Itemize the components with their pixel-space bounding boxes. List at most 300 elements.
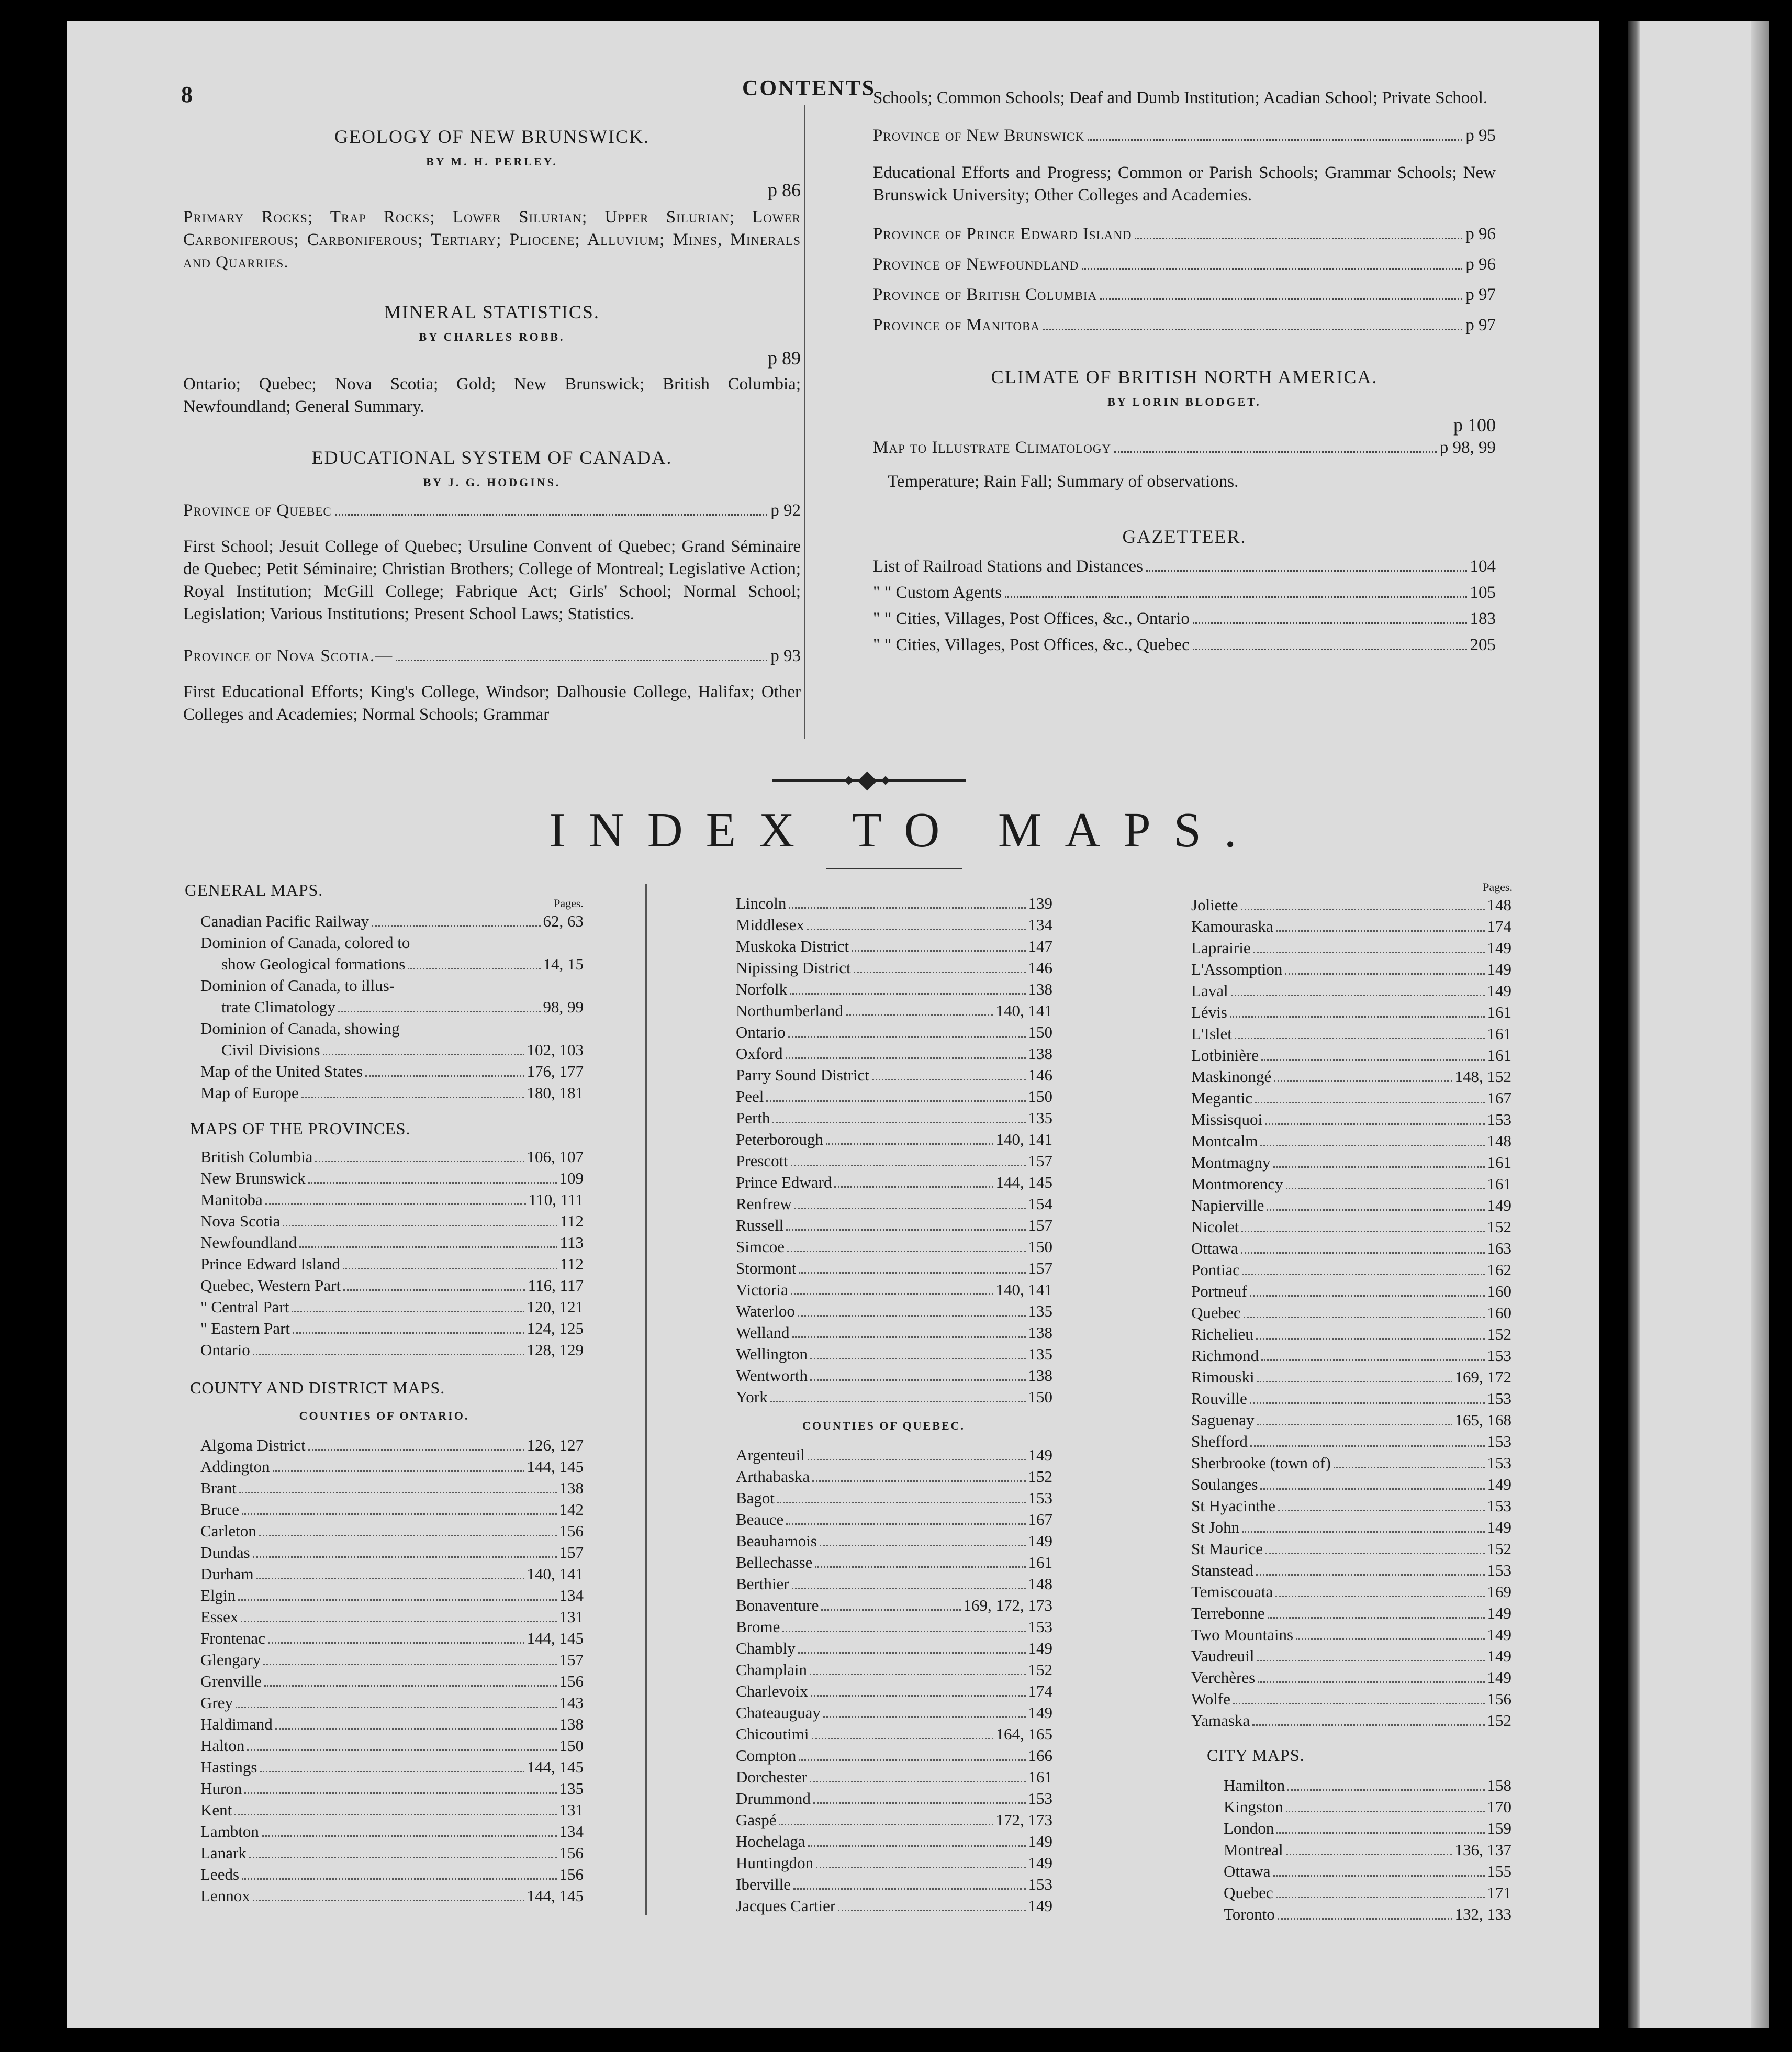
- entry-label: Richmond: [1191, 1346, 1259, 1365]
- entry-page: 147: [1028, 937, 1052, 955]
- index-entry: [736, 1343, 1052, 1365]
- dot-leader: [273, 1470, 524, 1472]
- entry-label: Canadian Pacific Railway: [200, 912, 369, 930]
- entry-label: Brant: [200, 1479, 237, 1497]
- index-entry: [1191, 1559, 1511, 1581]
- divider-diamond: [858, 772, 877, 791]
- dot-leader: [788, 1036, 1026, 1038]
- dot-leader: [301, 1097, 524, 1098]
- city-maps-heading: CITY MAPS.: [1207, 1746, 1305, 1765]
- entry-final-line: [200, 1082, 584, 1103]
- dot-leader: [812, 1738, 993, 1739]
- entry-page: 134: [559, 1586, 584, 1604]
- dot-leader: [786, 1229, 1025, 1231]
- dot-leader: [787, 1251, 1026, 1252]
- dot-leader: [247, 1749, 556, 1751]
- entry-label: Halton: [200, 1736, 245, 1755]
- entry-label: Wellington: [736, 1345, 808, 1363]
- entry-page: 180, 181: [527, 1084, 584, 1102]
- dot-leader: [1278, 1918, 1452, 1920]
- entry-page: 149: [1028, 1532, 1052, 1550]
- entry-label: Saguenay: [1191, 1411, 1255, 1429]
- entry-page: 142: [559, 1500, 584, 1519]
- dot-leader: [779, 1824, 993, 1825]
- dot-leader: [810, 1358, 1026, 1359]
- index-entry: [736, 1831, 1052, 1852]
- entry-page: 144, 145: [527, 1758, 584, 1776]
- entry-page: 146: [1028, 1066, 1052, 1084]
- entry-final-line: [200, 1039, 584, 1061]
- entry-label-line: Dominion of Canada, to illus-: [200, 976, 395, 995]
- entry-page: 135: [1028, 1109, 1052, 1127]
- index-entry: [736, 1279, 1052, 1300]
- entry-label: Lanark: [200, 1844, 247, 1862]
- entry-page: 139: [1028, 894, 1052, 912]
- divider-dot: [881, 776, 890, 785]
- newfoundland-education-line: [873, 253, 1496, 276]
- dot-leader: [808, 1459, 1025, 1460]
- mineral-text: Ontario; Quebec; Nova Scotia; Gold; New Brunswick; British Columbia; Newfoundland; General Summary.: [183, 375, 801, 416]
- dot-leader: [1261, 1359, 1484, 1361]
- entry-page: 150: [1028, 1237, 1052, 1256]
- dot-leader: [1278, 1510, 1485, 1511]
- dot-leader: [1135, 238, 1462, 239]
- dot-leader: [1005, 596, 1466, 598]
- dot-leader: [1268, 1617, 1485, 1619]
- index-entry: [1191, 1688, 1511, 1710]
- index-entry: [1191, 1152, 1511, 1173]
- entry-label: Vaudreuil: [1191, 1647, 1255, 1665]
- entry-page: 153: [1028, 1618, 1052, 1636]
- entry-page: 169, 172, 173: [963, 1596, 1052, 1614]
- dot-leader: [823, 1716, 1026, 1718]
- entry-page: 144, 145: [995, 1173, 1052, 1191]
- general-map-entry: [200, 975, 584, 1018]
- entry-page: 149: [1028, 1897, 1052, 1915]
- index-entry: [736, 1257, 1052, 1279]
- nova-scotia-education-label: Province of Nova Scotia.—: [183, 646, 393, 665]
- dot-leader: [1257, 1424, 1452, 1425]
- entry-label: Lincoln: [736, 894, 787, 912]
- index-entry: [736, 1000, 1052, 1021]
- entry-label: Peel: [736, 1087, 764, 1106]
- dot-leader: [1252, 1724, 1484, 1726]
- entry-page: 148: [1028, 1575, 1052, 1593]
- entry-page: 150: [1028, 1023, 1052, 1041]
- index-entry: [200, 1821, 584, 1842]
- index-entry: [200, 1799, 584, 1821]
- index-entry: [1191, 1409, 1511, 1431]
- index-entry: [1191, 1023, 1511, 1044]
- entry-label: Iberville: [736, 1875, 791, 1893]
- newfoundland-education-page: p 96: [1465, 255, 1496, 274]
- entry-label: Quebec: [1191, 1303, 1241, 1322]
- entry-label: Grenville: [200, 1672, 262, 1690]
- dot-leader: [262, 1835, 557, 1837]
- entry-page: 174: [1028, 1682, 1052, 1700]
- entry-page: 157: [1028, 1259, 1052, 1277]
- entry-label: Hochelaga: [736, 1832, 805, 1850]
- index-entry: [736, 1788, 1052, 1809]
- entry-label: Chateauguay: [736, 1703, 821, 1722]
- entry-page: 167: [1028, 1510, 1052, 1529]
- geology-page: p 86: [768, 180, 801, 200]
- entry-label: Dorchester: [736, 1768, 807, 1786]
- entry-label: Ottawa: [1191, 1239, 1238, 1257]
- mineral-page: p 89: [768, 348, 801, 369]
- index-entry: [736, 1702, 1052, 1723]
- dot-leader: [1258, 1681, 1484, 1683]
- general-map-entry: [200, 1061, 584, 1082]
- dot-leader: [338, 1011, 541, 1012]
- dot-leader: [1100, 298, 1462, 300]
- entry-label: Addington: [200, 1457, 270, 1476]
- entry-label: " " Cities, Villages, Post Offices, &c., Quebec: [873, 635, 1190, 654]
- dot-leader: [408, 968, 540, 969]
- title-underline: [826, 868, 962, 869]
- entry-page: 149: [1487, 1475, 1511, 1493]
- manitoba-education-page: p 97: [1465, 316, 1496, 334]
- gazetteer-heading: GAZETTEER.: [1122, 526, 1247, 547]
- entry-page: 149: [1028, 1703, 1052, 1722]
- entry-label: Prince Edward Island: [200, 1255, 340, 1273]
- gazetteer-entry: [873, 581, 1496, 604]
- entry-page: 149: [1487, 1518, 1511, 1536]
- ontario-counties-list-a: [200, 1434, 584, 1906]
- entry-label: Beauce: [736, 1510, 784, 1529]
- entry-page: 160: [1487, 1303, 1511, 1322]
- entry-page: 149: [1487, 1625, 1511, 1644]
- general-map-entry: [200, 932, 584, 975]
- entry-label: Russell: [736, 1216, 784, 1234]
- entry-page: 152: [1487, 1218, 1511, 1236]
- dot-leader: [1334, 1467, 1485, 1468]
- index-entry: [736, 1236, 1052, 1257]
- entry-page: 104: [1470, 557, 1496, 576]
- entry-label: Northumberland: [736, 1001, 843, 1020]
- dot-leader: [253, 1556, 557, 1558]
- index-column-rule-1: [645, 884, 647, 1915]
- dot-leader: [1250, 1445, 1485, 1447]
- entry-page: 153: [1487, 1454, 1511, 1472]
- new-brunswick-education-line: [873, 124, 1496, 147]
- entry-page: 106, 107: [527, 1147, 584, 1166]
- facing-page-edge: [1628, 21, 1769, 2028]
- entry-page: 98, 99: [543, 998, 584, 1016]
- entry-label: Lévis: [1191, 1003, 1227, 1021]
- climate-byline: BY LORIN BLODGET.: [1107, 395, 1261, 408]
- entry-page: 144, 145: [527, 1629, 584, 1647]
- entry-page: 152: [1028, 1467, 1052, 1486]
- entry-page: 134: [559, 1822, 584, 1841]
- dot-leader: [1276, 1832, 1484, 1834]
- entry-page: 161: [1487, 1046, 1511, 1064]
- dot-leader: [372, 925, 541, 927]
- index-entry: [736, 1637, 1052, 1659]
- entry-page: 153: [1028, 1489, 1052, 1507]
- entry-label: Temiscouata: [1191, 1582, 1273, 1601]
- entry-label: Charlevoix: [736, 1682, 808, 1700]
- dot-leader: [264, 1685, 556, 1687]
- entry-page: 138: [559, 1715, 584, 1733]
- index-entry: [736, 1552, 1052, 1573]
- entry-label: Renfrew: [736, 1195, 792, 1213]
- entry-label: Bagot: [736, 1489, 775, 1507]
- index-entry: [200, 1864, 584, 1885]
- index-entry: [736, 1680, 1052, 1702]
- entry-label: Huron: [200, 1779, 242, 1798]
- pei-education-page: p 96: [1465, 225, 1496, 243]
- index-entry: [1224, 1882, 1511, 1903]
- entry-page: 140, 141: [995, 1130, 1052, 1148]
- dot-leader: [241, 1621, 556, 1622]
- entry-page: 162: [1487, 1261, 1511, 1279]
- entry-page: 140, 141: [527, 1565, 584, 1583]
- entry-label: Toronto: [1224, 1905, 1275, 1923]
- dot-leader: [1274, 1080, 1452, 1082]
- entry-page: 140, 141: [995, 1280, 1052, 1299]
- entry-label: Victoria: [736, 1280, 788, 1299]
- entry-page: 102, 103: [527, 1041, 584, 1059]
- entry-page: 138: [559, 1479, 584, 1497]
- gazetteer-entry: [873, 607, 1496, 630]
- index-entry: [1191, 1710, 1511, 1731]
- divider-dot: [845, 776, 854, 785]
- dot-leader: [1230, 1016, 1485, 1018]
- index-entry: [200, 1477, 584, 1499]
- entry-label: L'Assomption: [1191, 960, 1283, 978]
- entry-page: 171: [1487, 1883, 1511, 1902]
- index-entry: [736, 1530, 1052, 1552]
- pages-label: Pages.: [554, 897, 584, 910]
- index-entry: [736, 1086, 1052, 1107]
- dot-leader: [799, 1759, 1025, 1761]
- gazetteer-entry: [873, 555, 1496, 578]
- index-entry: [200, 1713, 584, 1735]
- dot-leader: [811, 1695, 1026, 1697]
- manitoba-education-label: Province of Manitoba: [873, 316, 1040, 334]
- index-entry: [736, 935, 1052, 957]
- dot-leader: [810, 1379, 1026, 1381]
- dot-leader: [1146, 570, 1467, 572]
- dot-leader: [265, 1203, 526, 1205]
- entry-page: 156: [559, 1522, 584, 1540]
- general-maps-heading: GENERAL MAPS.: [185, 880, 323, 899]
- ontario-subheading: COUNTIES OF ONTARIO.: [299, 1409, 469, 1422]
- dot-leader: [1257, 1381, 1452, 1382]
- index-entry: [200, 1253, 584, 1275]
- entry-page: 144, 145: [527, 1457, 584, 1476]
- entry-label: Essex: [200, 1608, 239, 1626]
- entry-label: Argenteuil: [736, 1446, 805, 1464]
- temperature-text: Temperature; Rain Fall; Summary of observations.: [888, 472, 1239, 491]
- entry-page: 157: [1028, 1152, 1052, 1170]
- dot-leader: [396, 660, 767, 661]
- dot-leader: [1250, 1402, 1485, 1404]
- entry-page: 149: [1487, 1604, 1511, 1622]
- dot-leader: [238, 1599, 556, 1601]
- entry-label: Kamouraska: [1191, 917, 1273, 935]
- entry-label: Algoma District: [200, 1436, 306, 1454]
- entry-page: 174: [1487, 917, 1511, 935]
- entry-label: Montreal: [1224, 1841, 1283, 1859]
- index-entry: [1191, 1109, 1511, 1130]
- index-entry: [736, 1172, 1052, 1193]
- index-entry: [736, 1659, 1052, 1680]
- dot-leader: [815, 1566, 1025, 1568]
- entry-label: Soulanges: [1191, 1475, 1258, 1493]
- entry-page: 153: [1487, 1389, 1511, 1408]
- index-entry: [736, 1214, 1052, 1236]
- index-entry: [200, 1232, 584, 1253]
- geology-text: Primary Rocks; Trap Rocks; Lower Silurian; Upper Silurian; Lower Carboniferous; Carboniferous; Tertiary; Pliocene; Alluvium; Mines, Minerals and Quarries.: [183, 208, 801, 272]
- index-entry: [1191, 1388, 1511, 1409]
- index-entry: [736, 978, 1052, 1000]
- quebec-counties-list-b: [736, 1444, 1052, 1916]
- entry-label: Gaspé: [736, 1811, 777, 1829]
- entry-page: 149: [1487, 1668, 1511, 1687]
- entry-page: 138: [1028, 980, 1052, 998]
- entry-page: 163: [1487, 1239, 1511, 1257]
- entry-page: 166: [1028, 1746, 1052, 1765]
- index-entry: [1191, 1645, 1511, 1667]
- entry-page: 152: [1487, 1325, 1511, 1343]
- entry-page: 14, 15: [543, 955, 584, 973]
- entry-label: Oxford: [736, 1044, 783, 1063]
- entry-label: Nipissing District: [736, 958, 851, 977]
- dot-leader: [791, 1165, 1026, 1166]
- index-entry: [736, 1509, 1052, 1530]
- dot-leader: [1286, 1188, 1485, 1189]
- general-map-entry: [200, 1018, 584, 1061]
- entry-label: Peterborough: [736, 1130, 824, 1148]
- ontario-counties-list-b: [736, 893, 1052, 1408]
- dot-leader: [1241, 1231, 1484, 1232]
- educational-heading: EDUCATIONAL SYSTEM OF CANADA.: [311, 447, 673, 468]
- dot-leader: [1285, 973, 1484, 975]
- quebec-subheading: COUNTIES OF QUEBEC.: [802, 1419, 966, 1432]
- new-brunswick-education-text: Educational Efforts and Progress; Common or Parish Schools; Grammar Schools; New Brunswick University; Other Colleges and Academies.: [873, 163, 1496, 205]
- entry-page: 157: [559, 1543, 584, 1562]
- index-entry: [736, 1300, 1052, 1322]
- city-maps-list: [1224, 1775, 1511, 1925]
- index-entry: [736, 1444, 1052, 1466]
- index-entry: [1191, 1259, 1511, 1280]
- entry-page: 149: [1487, 960, 1511, 978]
- index-entry: [200, 1275, 584, 1296]
- index-entry: [1191, 894, 1511, 916]
- entry-label: Nova Scotia: [200, 1212, 281, 1230]
- entry-label: Ottawa: [1224, 1862, 1271, 1880]
- entry-label: Frontenac: [200, 1629, 265, 1647]
- index-entry: [736, 1873, 1052, 1895]
- index-entry: [1191, 1302, 1511, 1323]
- new-brunswick-education-page: p 95: [1465, 126, 1496, 145]
- index-entry: [1224, 1775, 1511, 1796]
- index-column-general: [185, 880, 584, 1906]
- entry-label: " " Cities, Villages, Post Offices, &c., Ontario: [873, 609, 1190, 628]
- index-entry: [200, 1842, 584, 1864]
- entry-page: 165, 168: [1454, 1411, 1511, 1429]
- entry-page: 161: [1487, 1175, 1511, 1193]
- entry-page: 126, 127: [527, 1436, 584, 1454]
- british-columbia-education-line: [873, 283, 1496, 306]
- dot-leader: [786, 1523, 1025, 1525]
- entry-label: show Geological formations: [221, 955, 406, 973]
- dot-leader: [808, 1845, 1026, 1847]
- entry-label: Joliette: [1191, 896, 1238, 914]
- dot-leader: [1242, 1531, 1484, 1533]
- entry-page: 110, 111: [528, 1190, 584, 1209]
- entry-page: 136, 137: [1454, 1841, 1511, 1859]
- index-entry: [1191, 1001, 1511, 1023]
- dot-leader: [1273, 1875, 1485, 1877]
- index-entry: [1191, 1087, 1511, 1109]
- index-entry: [1224, 1860, 1511, 1882]
- dot-leader: [1241, 1252, 1485, 1254]
- entry-label: Yamaska: [1191, 1711, 1250, 1730]
- dot-leader: [854, 972, 1026, 973]
- dot-leader: [1088, 139, 1462, 141]
- entry-label: Hastings: [200, 1758, 257, 1776]
- dot-leader: [1273, 1166, 1485, 1168]
- index-entry: [1191, 980, 1511, 1001]
- dot-leader: [1114, 451, 1437, 453]
- index-entry: [736, 1150, 1052, 1172]
- index-entry: [200, 1692, 584, 1713]
- entry-label: Quebec, Western Part: [200, 1276, 341, 1295]
- index-entry: [1224, 1817, 1511, 1839]
- entry-page: 150: [559, 1736, 584, 1755]
- index-entry: [1191, 1044, 1511, 1066]
- quebec-education-text: First School; Jesuit College of Quebec; Ursuline Convent of Quebec; Grand Séminaire de Quebec; Petit Séminaire; Christian Brothers; College of Montreal; Legislative Action; Royal Institution; McGill College; Fabrique Act; Girls' School; Normal School; Legislation; Various Institutions; Present School Laws; Statistics.: [183, 537, 801, 623]
- dot-leader: [1235, 1038, 1485, 1039]
- dot-leader: [1287, 1789, 1484, 1791]
- dot-leader: [1276, 930, 1485, 932]
- entry-page: 156: [559, 1844, 584, 1862]
- dot-leader: [1286, 1811, 1485, 1812]
- entry-label: British Columbia: [200, 1147, 313, 1166]
- entry-page: 167: [1487, 1089, 1511, 1107]
- entry-page: 116, 117: [528, 1276, 584, 1295]
- index-entry: [736, 1766, 1052, 1788]
- entry-label: Chambly: [736, 1639, 796, 1657]
- index-entry: [200, 1670, 584, 1692]
- entry-page: 158: [1487, 1776, 1511, 1794]
- entry-page: 205: [1470, 635, 1496, 654]
- entry-label: Grey: [200, 1693, 233, 1712]
- manitoba-education-line: [873, 314, 1496, 337]
- dot-leader: [1256, 1338, 1485, 1340]
- index-entry: [736, 1594, 1052, 1616]
- entry-page: 155: [1487, 1862, 1511, 1880]
- ornamental-divider: [772, 773, 966, 788]
- entry-page: 153: [1487, 1432, 1511, 1451]
- entry-final-line: [200, 996, 584, 1018]
- dot-leader: [1260, 1488, 1484, 1490]
- climate-heading: CLIMATE OF BRITISH NORTH AMERICA.: [991, 366, 1378, 387]
- dot-leader: [365, 1075, 524, 1077]
- entry-label: Verchères: [1191, 1668, 1256, 1687]
- entry-label: Waterloo: [736, 1302, 795, 1320]
- dot-leader: [1253, 952, 1485, 953]
- dot-leader: [335, 514, 768, 516]
- dot-leader: [838, 1910, 1025, 1911]
- entry-label: Stormont: [736, 1259, 797, 1277]
- index-entry: [1191, 1452, 1511, 1474]
- entry-label: L'Islet: [1191, 1024, 1232, 1043]
- entry-label: Dundas: [200, 1543, 250, 1562]
